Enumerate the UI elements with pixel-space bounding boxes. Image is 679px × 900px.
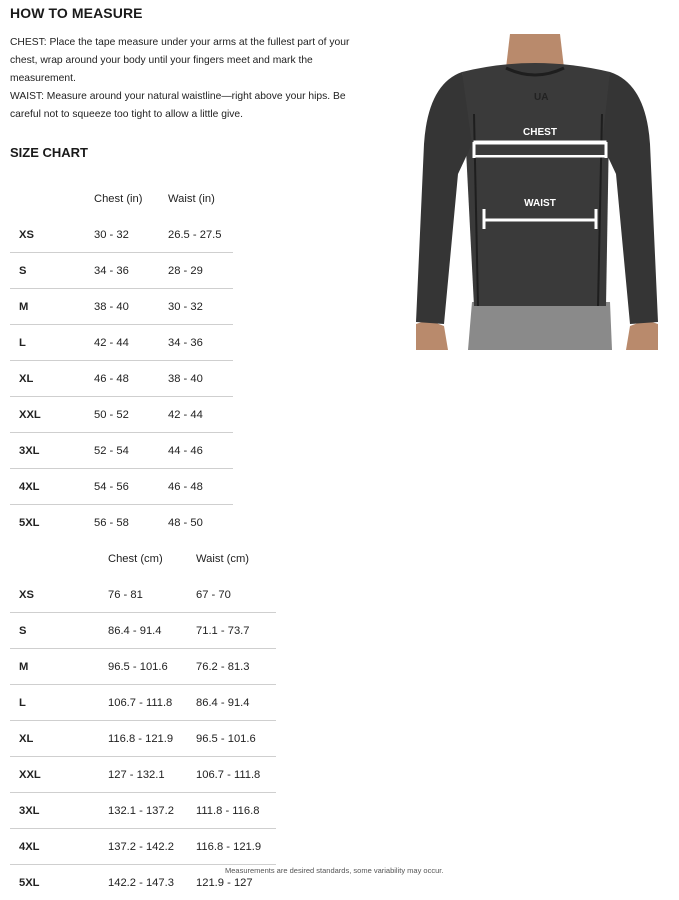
brand-logo: UA: [534, 92, 548, 103]
waist-cell: 38 - 40: [168, 361, 233, 397]
chest-cell: 132.1 - 137.2: [108, 793, 196, 829]
shorts: [468, 302, 612, 350]
table-row: [10, 469, 233, 505]
chest-cell: 54 - 56: [94, 469, 168, 505]
size-cell: XL: [10, 721, 108, 757]
waist-cell: 76.2 - 81.3: [196, 649, 276, 685]
size-cell: M: [10, 289, 94, 325]
chest-cell: 142.2 - 147.3: [108, 865, 196, 900]
waist-column-header: Waist (in): [168, 181, 233, 217]
size-cell: XS: [10, 217, 94, 253]
size-cell: 4XL: [10, 829, 108, 865]
size-cell: 3XL: [10, 433, 94, 469]
size-column-header: [10, 181, 94, 217]
chest-cell: 86.4 - 91.4: [108, 613, 196, 649]
chest-cell: 96.5 - 101.6: [108, 649, 196, 685]
chest-line-3: measurement.: [10, 70, 360, 88]
chest-cell: 127 - 132.1: [108, 757, 196, 793]
waist-cell: 48 - 50: [168, 505, 233, 541]
size-cell: XXL: [10, 397, 94, 433]
table-row: [10, 649, 276, 685]
chest-column-header: Chest (cm): [108, 541, 196, 577]
waist-cell: 42 - 44: [168, 397, 233, 433]
size-cell: 4XL: [10, 469, 94, 505]
size-cell: XXL: [10, 757, 108, 793]
size-cell: XS: [10, 577, 108, 613]
waist-cell: 67 - 70: [196, 577, 276, 613]
waist-line-1: WAIST: Measure around your natural waistline—right above your hips. Be: [10, 88, 360, 106]
table-row: [10, 253, 233, 289]
table-row: [10, 829, 276, 865]
chest-cell: 30 - 32: [94, 217, 168, 253]
size-cell: S: [10, 613, 108, 649]
table-row: [10, 793, 276, 829]
neck: [506, 34, 564, 68]
chest-line-1: CHEST: Place the tape measure under your arms at the fullest part of your: [10, 34, 360, 52]
waist-label: WAIST: [524, 198, 556, 209]
table-row: [10, 325, 233, 361]
chest-cell: 38 - 40: [94, 289, 168, 325]
table-row: [10, 685, 276, 721]
table-row: [10, 505, 233, 541]
size-cell: 5XL: [10, 865, 108, 900]
table-row: [10, 217, 233, 253]
table-header-row: [10, 541, 276, 577]
chest-cell: 52 - 54: [94, 433, 168, 469]
size-cell: 5XL: [10, 505, 94, 541]
chest-cell: 116.8 - 121.9: [108, 721, 196, 757]
waist-cell: 71.1 - 73.7: [196, 613, 276, 649]
waist-cell: 116.8 - 121.9: [196, 829, 276, 865]
waist-cell: 106.7 - 111.8: [196, 757, 276, 793]
size-chart-title: SIZE CHART: [10, 145, 88, 160]
waist-cell: 34 - 36: [168, 325, 233, 361]
size-cell: L: [10, 685, 108, 721]
chest-cell: 42 - 44: [94, 325, 168, 361]
size-table-cm: [10, 541, 276, 900]
table-row: [10, 289, 233, 325]
chest-cell: 34 - 36: [94, 253, 168, 289]
table-row: [10, 361, 233, 397]
waist-cell: 86.4 - 91.4: [196, 685, 276, 721]
chest-cell: 106.7 - 111.8: [108, 685, 196, 721]
table-header-row: [10, 181, 233, 217]
chest-line-2: chest, wrap around your body until your fingers meet and mark the: [10, 52, 360, 70]
size-cell: M: [10, 649, 108, 685]
chest-instructions: [10, 34, 360, 124]
waist-cell: 96.5 - 101.6: [196, 721, 276, 757]
chest-cell: 76 - 81: [108, 577, 196, 613]
waist-cell: 28 - 29: [168, 253, 233, 289]
footnote: Measurements are desired standards, some variability may occur.: [225, 866, 443, 875]
waist-cell: 121.9 - 127: [196, 865, 276, 900]
chest-cell: 46 - 48: [94, 361, 168, 397]
size-column-header: [10, 541, 108, 577]
waist-cell: 26.5 - 27.5: [168, 217, 233, 253]
table-row: [10, 721, 276, 757]
chest-cell: 137.2 - 142.2: [108, 829, 196, 865]
chest-cell: 56 - 58: [94, 505, 168, 541]
waist-line-2: careful not to squeeze too tight to allow a little give.: [10, 106, 360, 124]
waist-cell: 46 - 48: [168, 469, 233, 505]
table-row: [10, 613, 276, 649]
table-row: [10, 577, 276, 613]
size-table-inches: [10, 181, 233, 540]
chest-cell: 50 - 52: [94, 397, 168, 433]
how-to-measure-title: HOW TO MEASURE: [10, 5, 143, 21]
chest-label: CHEST: [523, 127, 557, 138]
table-row: [10, 757, 276, 793]
table-row: [10, 397, 233, 433]
size-cell: 3XL: [10, 793, 108, 829]
shirt-measurement-illustration: [414, 34, 660, 350]
size-cell: L: [10, 325, 94, 361]
chest-column-header: Chest (in): [94, 181, 168, 217]
waist-cell: 44 - 46: [168, 433, 233, 469]
size-cell: S: [10, 253, 94, 289]
table-row: [10, 433, 233, 469]
size-cell: XL: [10, 361, 94, 397]
waist-cell: 30 - 32: [168, 289, 233, 325]
waist-column-header: Waist (cm): [196, 541, 276, 577]
waist-cell: 111.8 - 116.8: [196, 793, 276, 829]
